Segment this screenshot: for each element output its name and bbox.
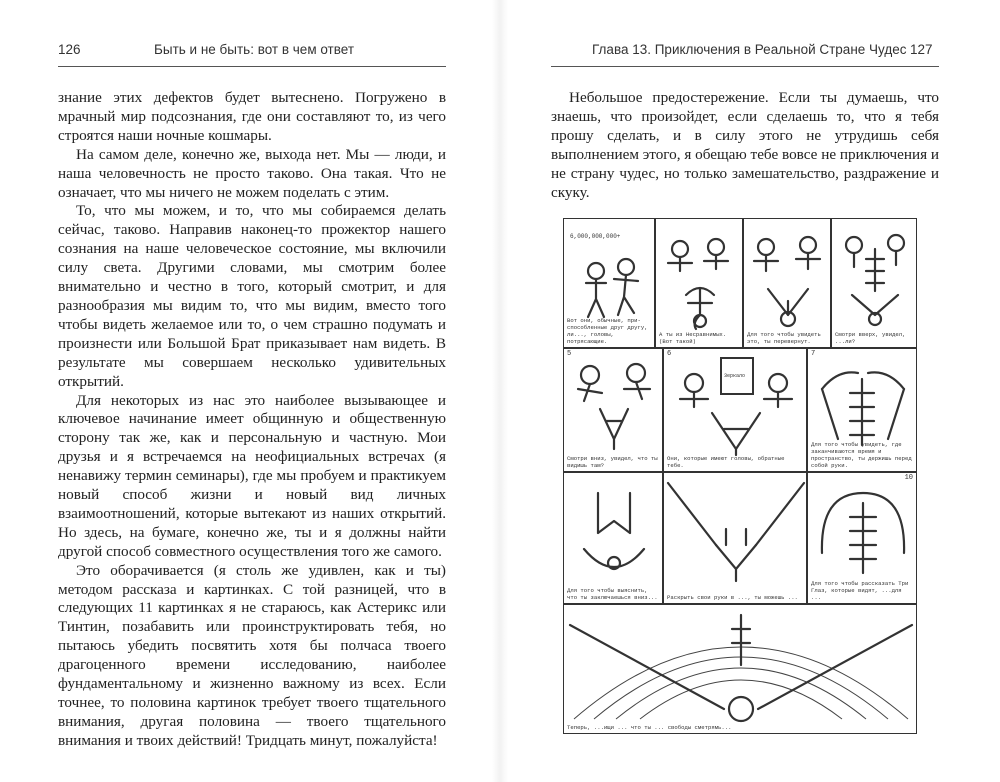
panel-caption: Для того чтобы увидеть это, ты перевернут. (747, 331, 821, 345)
comic-panel-9 (663, 472, 807, 604)
panel-number: 7 (811, 350, 816, 358)
panel-caption: Вот они, обычные, при-способленные друг другу, ли..., головы, потрясающие. (567, 317, 648, 345)
left-page-paragraph: То, что мы можем, и то, что мы собираемся делать сейчас, таково. Направив наконец-то прожектор нашего сознания на наше человеческое состояние, мы включили силу света. Другими словами, мы смотрим более внимательно и честно в того, который смотрит, и для разнообразия мы видим то, что мы видим, вместо того чтобы видеть желаемое или то, о чем страшно подумать и произнести или Большой Брат приказывает нам видеть. В результате мы совершаем несколько удивительных открытий. (58, 202, 446, 390)
right-body-text (551, 89, 939, 202)
comic-panel-5 (563, 348, 663, 472)
panel-9-drawing (664, 473, 808, 605)
panel-caption: Теперь, ...ищи ... что ты ... свободы сметрямь... (567, 724, 732, 731)
panel-11-drawing (564, 605, 918, 735)
panel-caption: Смотри вниз, увидел, что ты видишь там? (567, 455, 658, 469)
panel-caption: А ты из Несравнимых. (Вот такой) (659, 331, 727, 345)
panel-caption: Для того чтобы увидеть, где заканчиваются время и пространство, ты держишь перед собой руки. (811, 441, 912, 469)
left-page-paragraph: На самом деле, конечно же, выхода нет. Мы — люди, и наша человечность не просто таково. Она такая. Что не означает, что мы ничего не можем поделать с этим. (58, 145, 446, 201)
panel-number: 5 (567, 350, 572, 358)
comic-panel-6 (663, 348, 807, 472)
population-sign: 6,000,000,000+ (570, 233, 621, 240)
left-page-paragraph: знание этих дефектов будет вытеснено. Погружено в мрачный мир подсознания, где они составляют то, из чего строятся наши ночные кошмары. (58, 89, 446, 144)
panel-caption: Раскрыть свои руки в ..., ты можешь ... (667, 594, 798, 601)
mirror-label: Зеркало (724, 373, 746, 379)
left-body-text (58, 89, 446, 751)
comic-illustration (563, 218, 917, 734)
comic-panel-1 (563, 218, 655, 348)
right-page-paragraph: Небольшое предостережение. Если ты думаешь, что знаешь, что произойдет, если сделаешь то, что я тебя прошу сделать, и в силу этого не утрудишь себя выполнением этого, я обещаю тебе вовсе не приключения и не страну чудес, но только замешательство, раздражение и скуку. (551, 89, 939, 201)
right-running-head: Глава 13. Приключения в Реальной Стране Чудес (592, 42, 907, 57)
comic-panel-7 (807, 348, 917, 472)
panel-caption: Для того чтобы выяснить, что ты заключаешься вниз... (567, 587, 658, 601)
panel-4-drawing (832, 219, 918, 349)
comic-panel-3 (743, 218, 831, 348)
panel-caption: Для того чтобы рассказать Три Глаз, которые видят, ...для ... (811, 580, 909, 601)
comic-panel-11 (563, 604, 917, 734)
comic-panel-10 (807, 472, 917, 604)
left-running-head: Быть и не быть: вот в чем ответ (154, 42, 355, 57)
panel-caption: Смотри вверх, увидел, ...ли? (835, 331, 906, 345)
right-head-rule (551, 66, 939, 67)
comic-panel-2 (655, 218, 743, 348)
comic-panel-4 (831, 218, 917, 348)
left-page-number: 126 (58, 42, 81, 57)
panel-number: 6 (667, 350, 672, 358)
panel-8-drawing (564, 473, 664, 605)
left-head-rule (58, 66, 446, 67)
panel-number: 10 (904, 474, 913, 482)
left-page-paragraph: Для некоторых из нас это наиболее вызывающее и ключевое начинание имеет общинную и общественную сторону так же, как и персональную и частную. Мои друзья и я встречаемся на неофициальных встречах (я ненавижу термин семинары), где мы пробуем и практикуем новый способ жизни и новый вид личных взаимоотношений, которые вытекают из наших открытий. Но здесь, на бумаге, конечно же, ты и я должны найти другой способ совместного осуществления того же самого. (58, 391, 446, 560)
right-page-number: 127 (910, 42, 933, 57)
panel-3-drawing (744, 219, 832, 349)
panel-2-drawing (656, 219, 744, 349)
comic-panel-8 (563, 472, 663, 604)
panel-caption: Они, которые имеют головы, обратные тебе. (667, 455, 785, 469)
left-page-paragraph: Это оборачивается (я столь же удивлен, как и ты) методом рассказа и картинках. С той разницей, что в следующих 11 картинках я не стараюсь, как Астерикс или Тинтин, позабавить или проинструктировать тебя, но пытаюсь убедить посвятить хотя бы полчаса твоего драгоценного времени исследованию, наиболее фундаментальному и жизненно важному из всех. Если точнее, то половина картинок требует твоего тщательного внимания, другая половина — твоего тщательного внимания и твоих действий! Тридцать минут, пожалуйста! (58, 561, 446, 749)
